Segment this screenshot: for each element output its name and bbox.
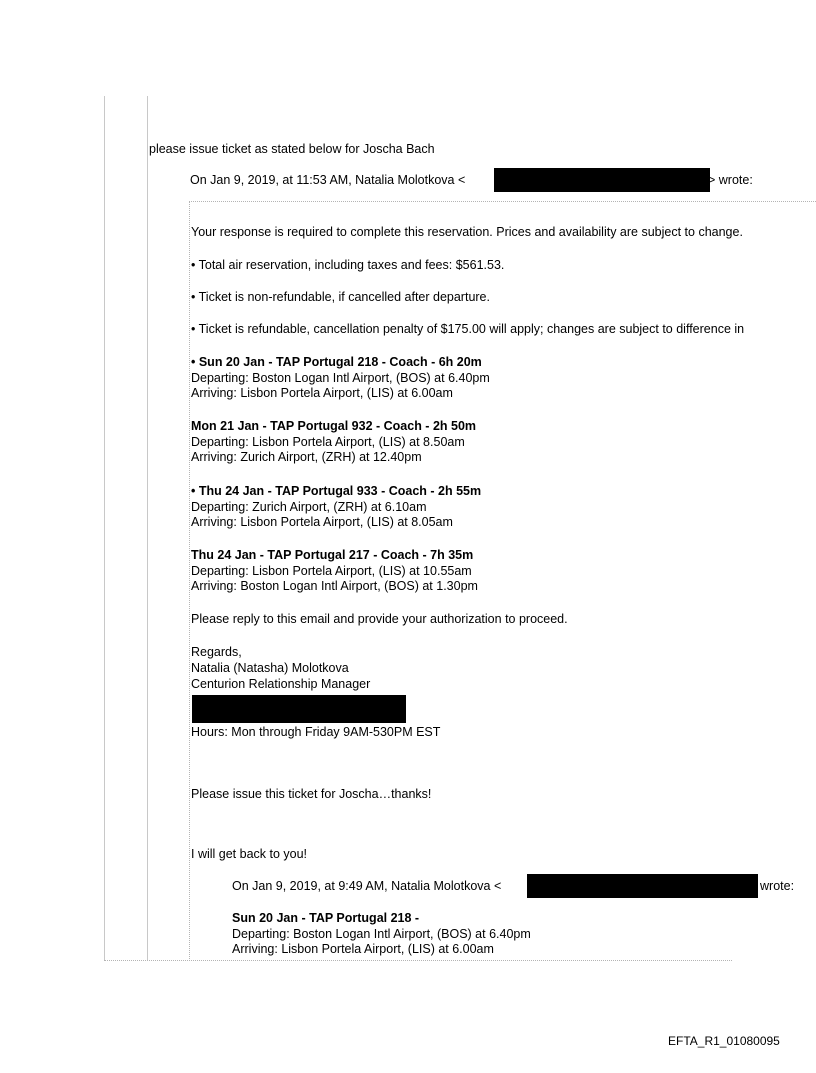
flight-2-title: Mon 21 Jan - TAP Portugal 932 - Coach - 2h 50m [191,419,477,433]
flight-4-departing: Departing: Lisbon Portela Airport, (LIS) at 10.55am [191,564,472,578]
quote-header-suffix: > wrote: [708,173,753,187]
intro-text: please issue ticket as stated below for Joscha Bach [149,142,435,156]
bullet-total: • Total air reservation, including taxes and fees: $561.53. [191,258,505,272]
quote-header [190,173,465,188]
signature-regards: Regards, [191,645,242,659]
flight-4-title: Thu 24 Jan - TAP Portugal 217 - Coach - 7h 35m [191,548,474,562]
redacted-email-address [494,168,710,192]
quote2-flight-title: Sun 20 Jan - TAP Portugal 218 - [232,911,420,925]
bullet-refundable: • Ticket is refundable, cancellation penalty of $175.00 will apply; changes are subject to difference in [191,322,745,336]
signature-role: Centurion Relationship Manager [191,677,371,691]
flight-1-title: • Sun 20 Jan - TAP Portugal 218 - Coach - 6h 20m [191,355,482,369]
quote2-header-prefix: On Jan 9, 2019, at 9:49 AM, Natalia Molotkova < [232,879,502,893]
flight-1-arriving: Arriving: Lisbon Portela Airport, (LIS) at 6.00am [191,386,453,400]
quote2-header-suffix: wrote: [760,879,795,893]
flight-1-departing: Departing: Boston Logan Intl Airport, (BOS) at 6.40pm [191,371,490,385]
reply-request-text: Please reply to this email and provide your authorization to proceed. [191,612,568,626]
quote2-arriving: Arriving: Lisbon Portela Airport, (LIS) at 6.00am [232,942,494,956]
quote-header-prefix: On Jan 9, 2019, at 11:53 AM, Natalia Molotkova < [190,173,466,187]
flight-3-title: • Thu 24 Jan - TAP Portugal 933 - Coach - 2h 55m [191,484,482,498]
quote2-departing: Departing: Boston Logan Intl Airport, (BOS) at 6.40pm [232,927,531,941]
issue-ticket-text: Please issue this ticket for Joscha…thanks! [191,787,432,801]
signature-name: Natalia (Natasha) Molotkova [191,661,349,675]
left-margin-line [104,96,105,961]
flight-3-arriving: Arriving: Lisbon Portela Airport, (LIS) at 8.05am [191,515,453,529]
get-back-text: I will get back to you! [191,847,308,861]
quote-top-border [189,201,816,202]
redacted-contact-block [192,695,406,723]
response-required-text: Your response is required to complete this reservation. Prices and availability are subject to change. [191,225,743,239]
flight-2-arriving: Arriving: Zurich Airport, (ZRH) at 12.40pm [191,450,422,464]
quote-bottom-border [104,960,732,961]
flight-2-departing: Departing: Lisbon Portela Airport, (LIS) at 8.50am [191,435,465,449]
document-id: EFTA_R1_01080095 [668,1034,780,1048]
flight-4-arriving: Arriving: Boston Logan Intl Airport, (BOS) at 1.30pm [191,579,478,593]
quote-margin-line [147,96,148,961]
bullet-nonrefundable: • Ticket is non-refundable, if cancelled after departure. [191,290,490,304]
flight-3-departing: Departing: Zurich Airport, (ZRH) at 6.10am [191,500,427,514]
redacted-email-address-2 [527,874,758,898]
nested-quote-line [189,201,190,961]
signature-hours: Hours: Mon through Friday 9AM-530PM EST [191,725,441,739]
